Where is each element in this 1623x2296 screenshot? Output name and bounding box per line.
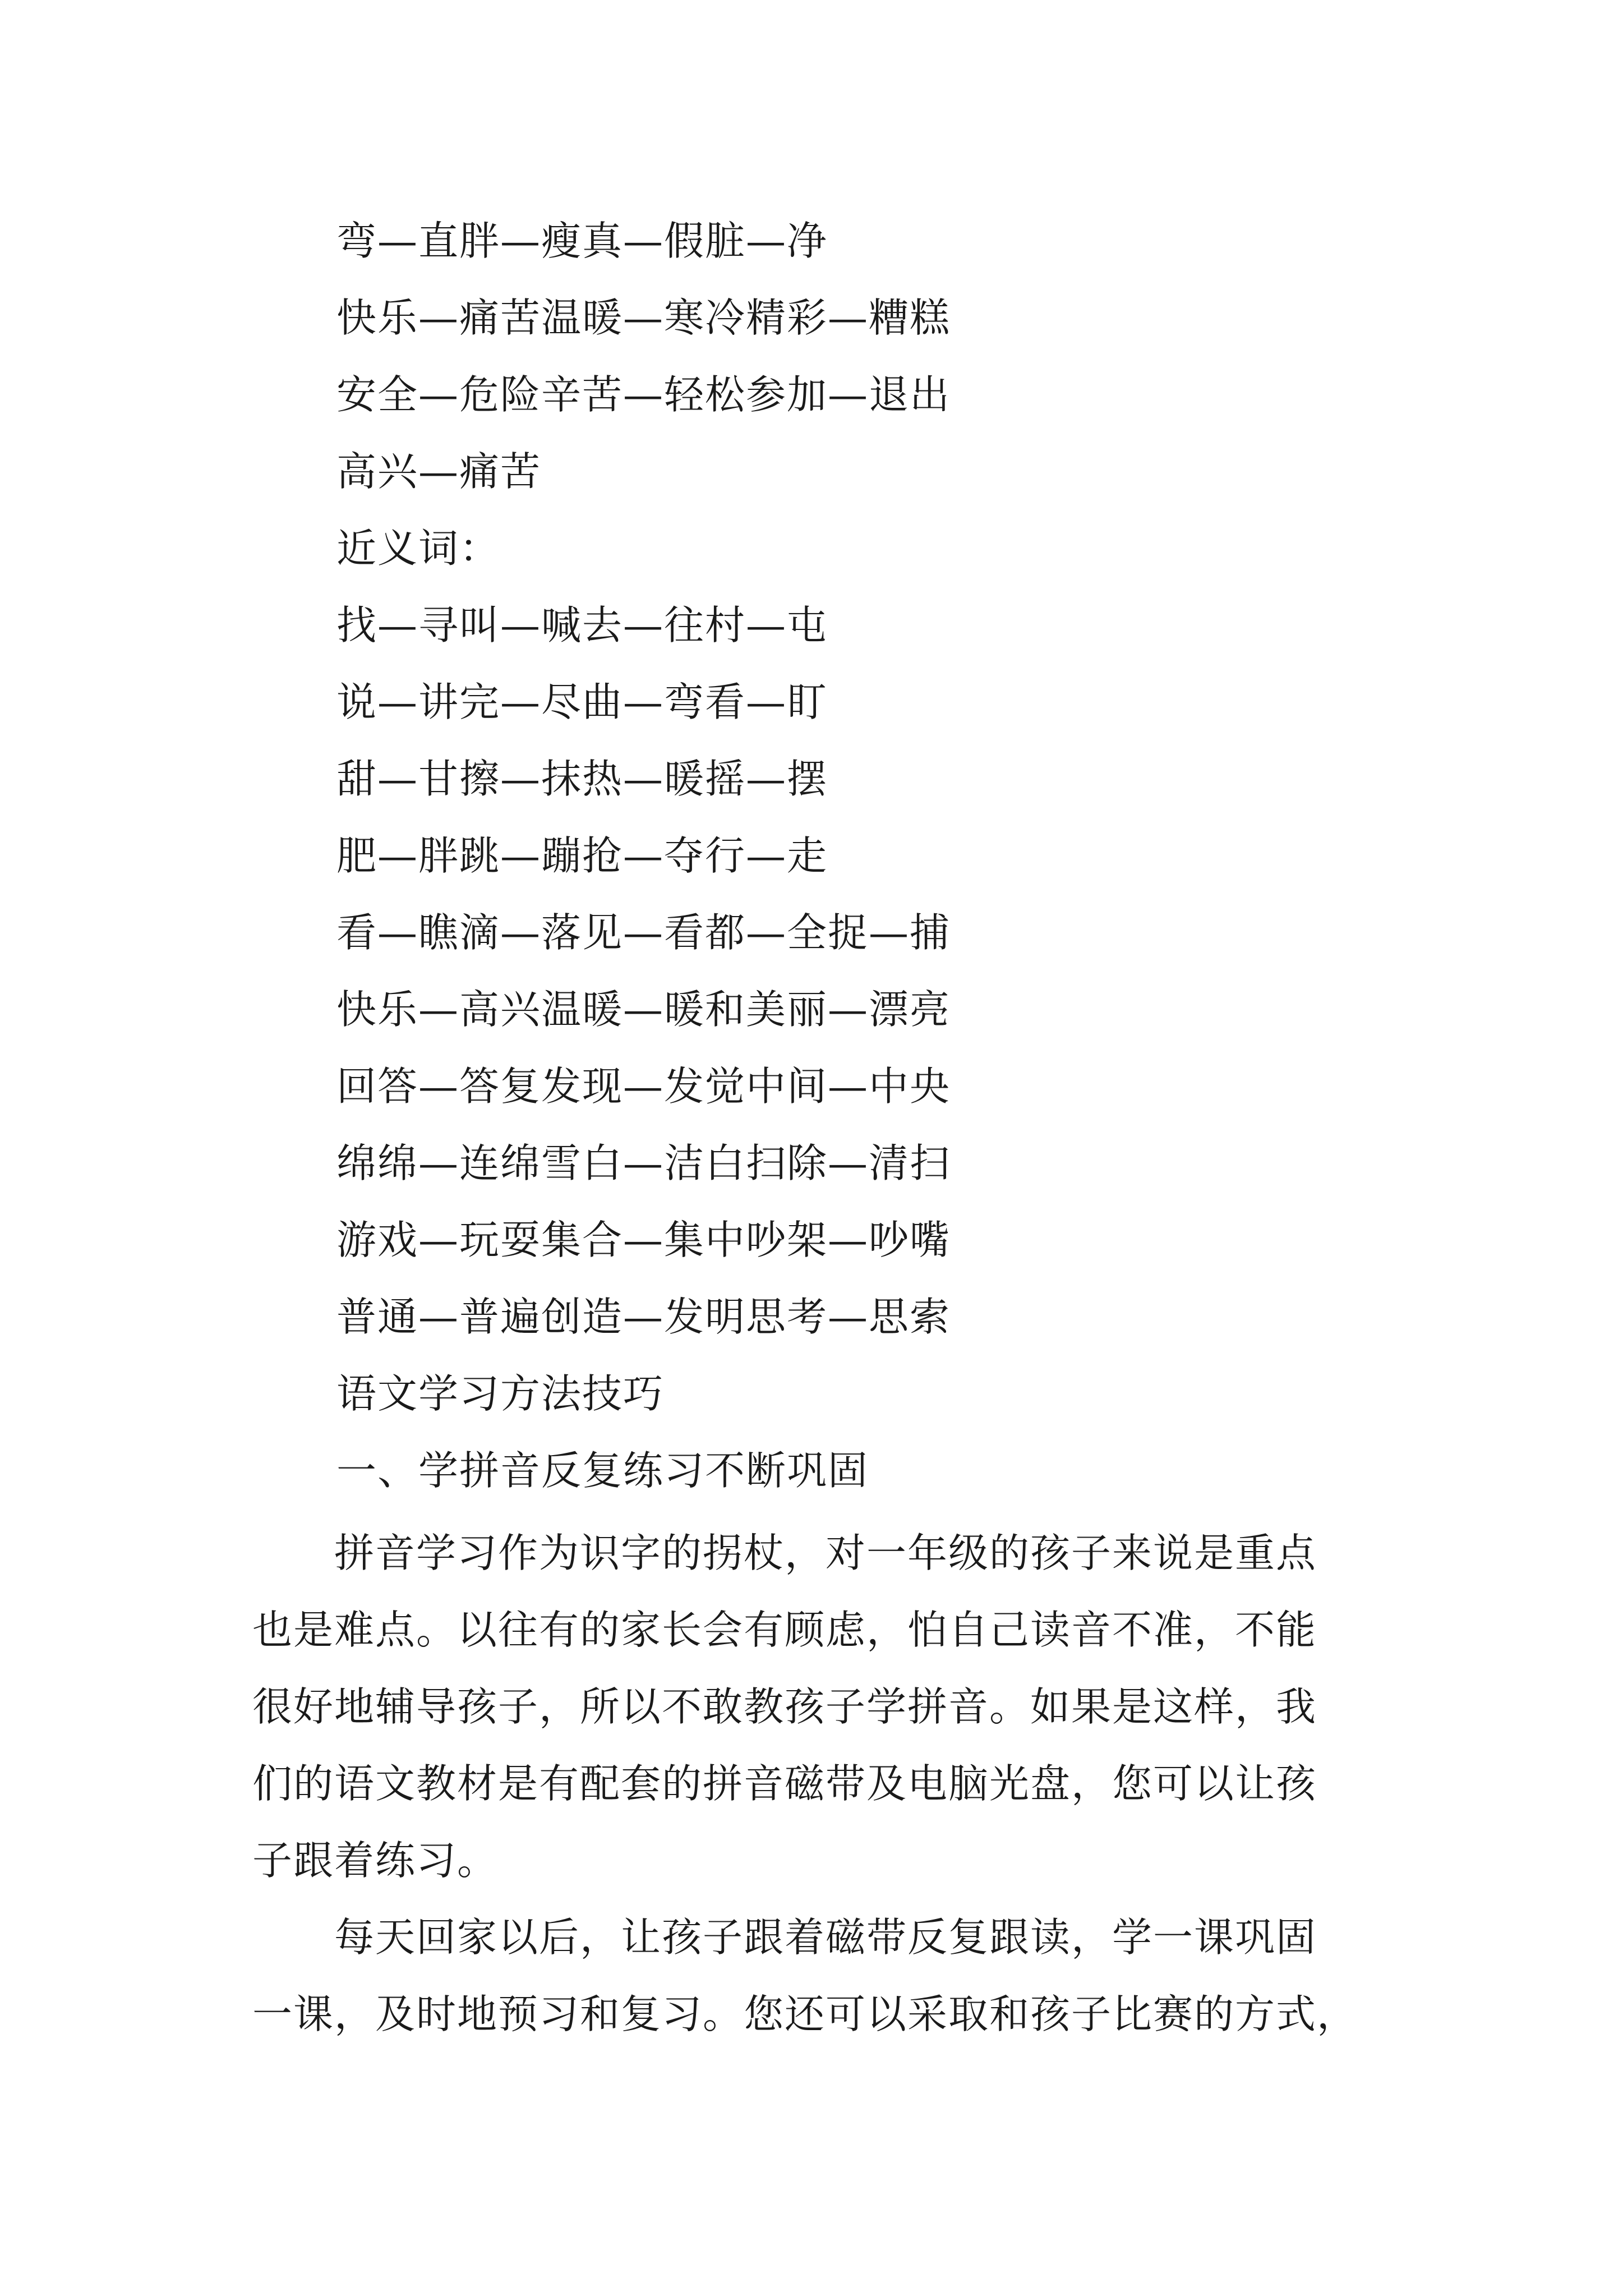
- synonym-line: 绵绵—连绵雪白—洁白扫除—清扫: [336, 1140, 951, 1186]
- antonym-line: 高兴—痛苦: [336, 448, 542, 495]
- synonyms-heading: 近义词：: [336, 525, 501, 572]
- antonym-line: 快乐—痛苦温暖—寒冷精彩—糟糕: [336, 295, 951, 341]
- paragraph-line: 也是难点。以往有的家长会有顾虑，怕自己读音不准，不能: [252, 1607, 1317, 1653]
- synonym-line: 游戏—玩耍集合—集中吵架—吵嘴: [336, 1217, 951, 1263]
- synonym-line: 说—讲完—尽曲—弯看—盯: [336, 679, 828, 725]
- synonym-line: 回答—答复发现—发觉中间—中央: [336, 1063, 951, 1110]
- paragraph-line: 很好地辅导孩子，所以不敢教孩子学拼音。如果是这样，我: [252, 1683, 1317, 1730]
- synonym-line: 找—寻叫—喊去—往村—屯: [336, 602, 828, 648]
- subsection-title: 一、学拼音反复练习不断巩固: [336, 1447, 869, 1494]
- synonym-line: 普通—普遍创造—发明思考—思索: [336, 1294, 951, 1340]
- antonym-line: 弯—直胖—瘦真—假脏—净: [336, 218, 828, 264]
- paragraph-line: 们的语文教材是有配套的拼音磁带及电脑光盘，您可以让孩: [252, 1760, 1317, 1807]
- synonym-line: 肥—胖跳—蹦抢—夺行—走: [336, 832, 828, 879]
- synonym-line: 看—瞧滴—落见—看都—全捉—捕: [336, 909, 951, 956]
- antonym-line: 安全—危险辛苦—轻松参加—退出: [336, 371, 951, 418]
- paragraph-line: 子跟着练习。: [252, 1837, 499, 1884]
- paragraph-1: [252, 1515, 1374, 1899]
- synonym-line: 快乐—高兴温暖—暖和美丽—漂亮: [336, 986, 951, 1033]
- synonym-line: 甜—甘擦—抹热—暖摇—摆: [336, 756, 828, 802]
- paragraph-line: 一课，及时地预习和复习。您还可以采取和孩子比赛的方式，: [252, 1991, 1358, 2037]
- paragraph-line: 拼音学习作为识字的拐杖，对一年级的孩子来说是重点: [252, 1530, 1317, 1576]
- section-title: 语文学习方法技巧: [336, 1370, 665, 1417]
- paragraph-line: 每天回家以后，让孩子跟着磁带反复跟读，学一课巩固: [252, 1914, 1317, 1961]
- paragraph-2: [252, 1899, 1374, 2053]
